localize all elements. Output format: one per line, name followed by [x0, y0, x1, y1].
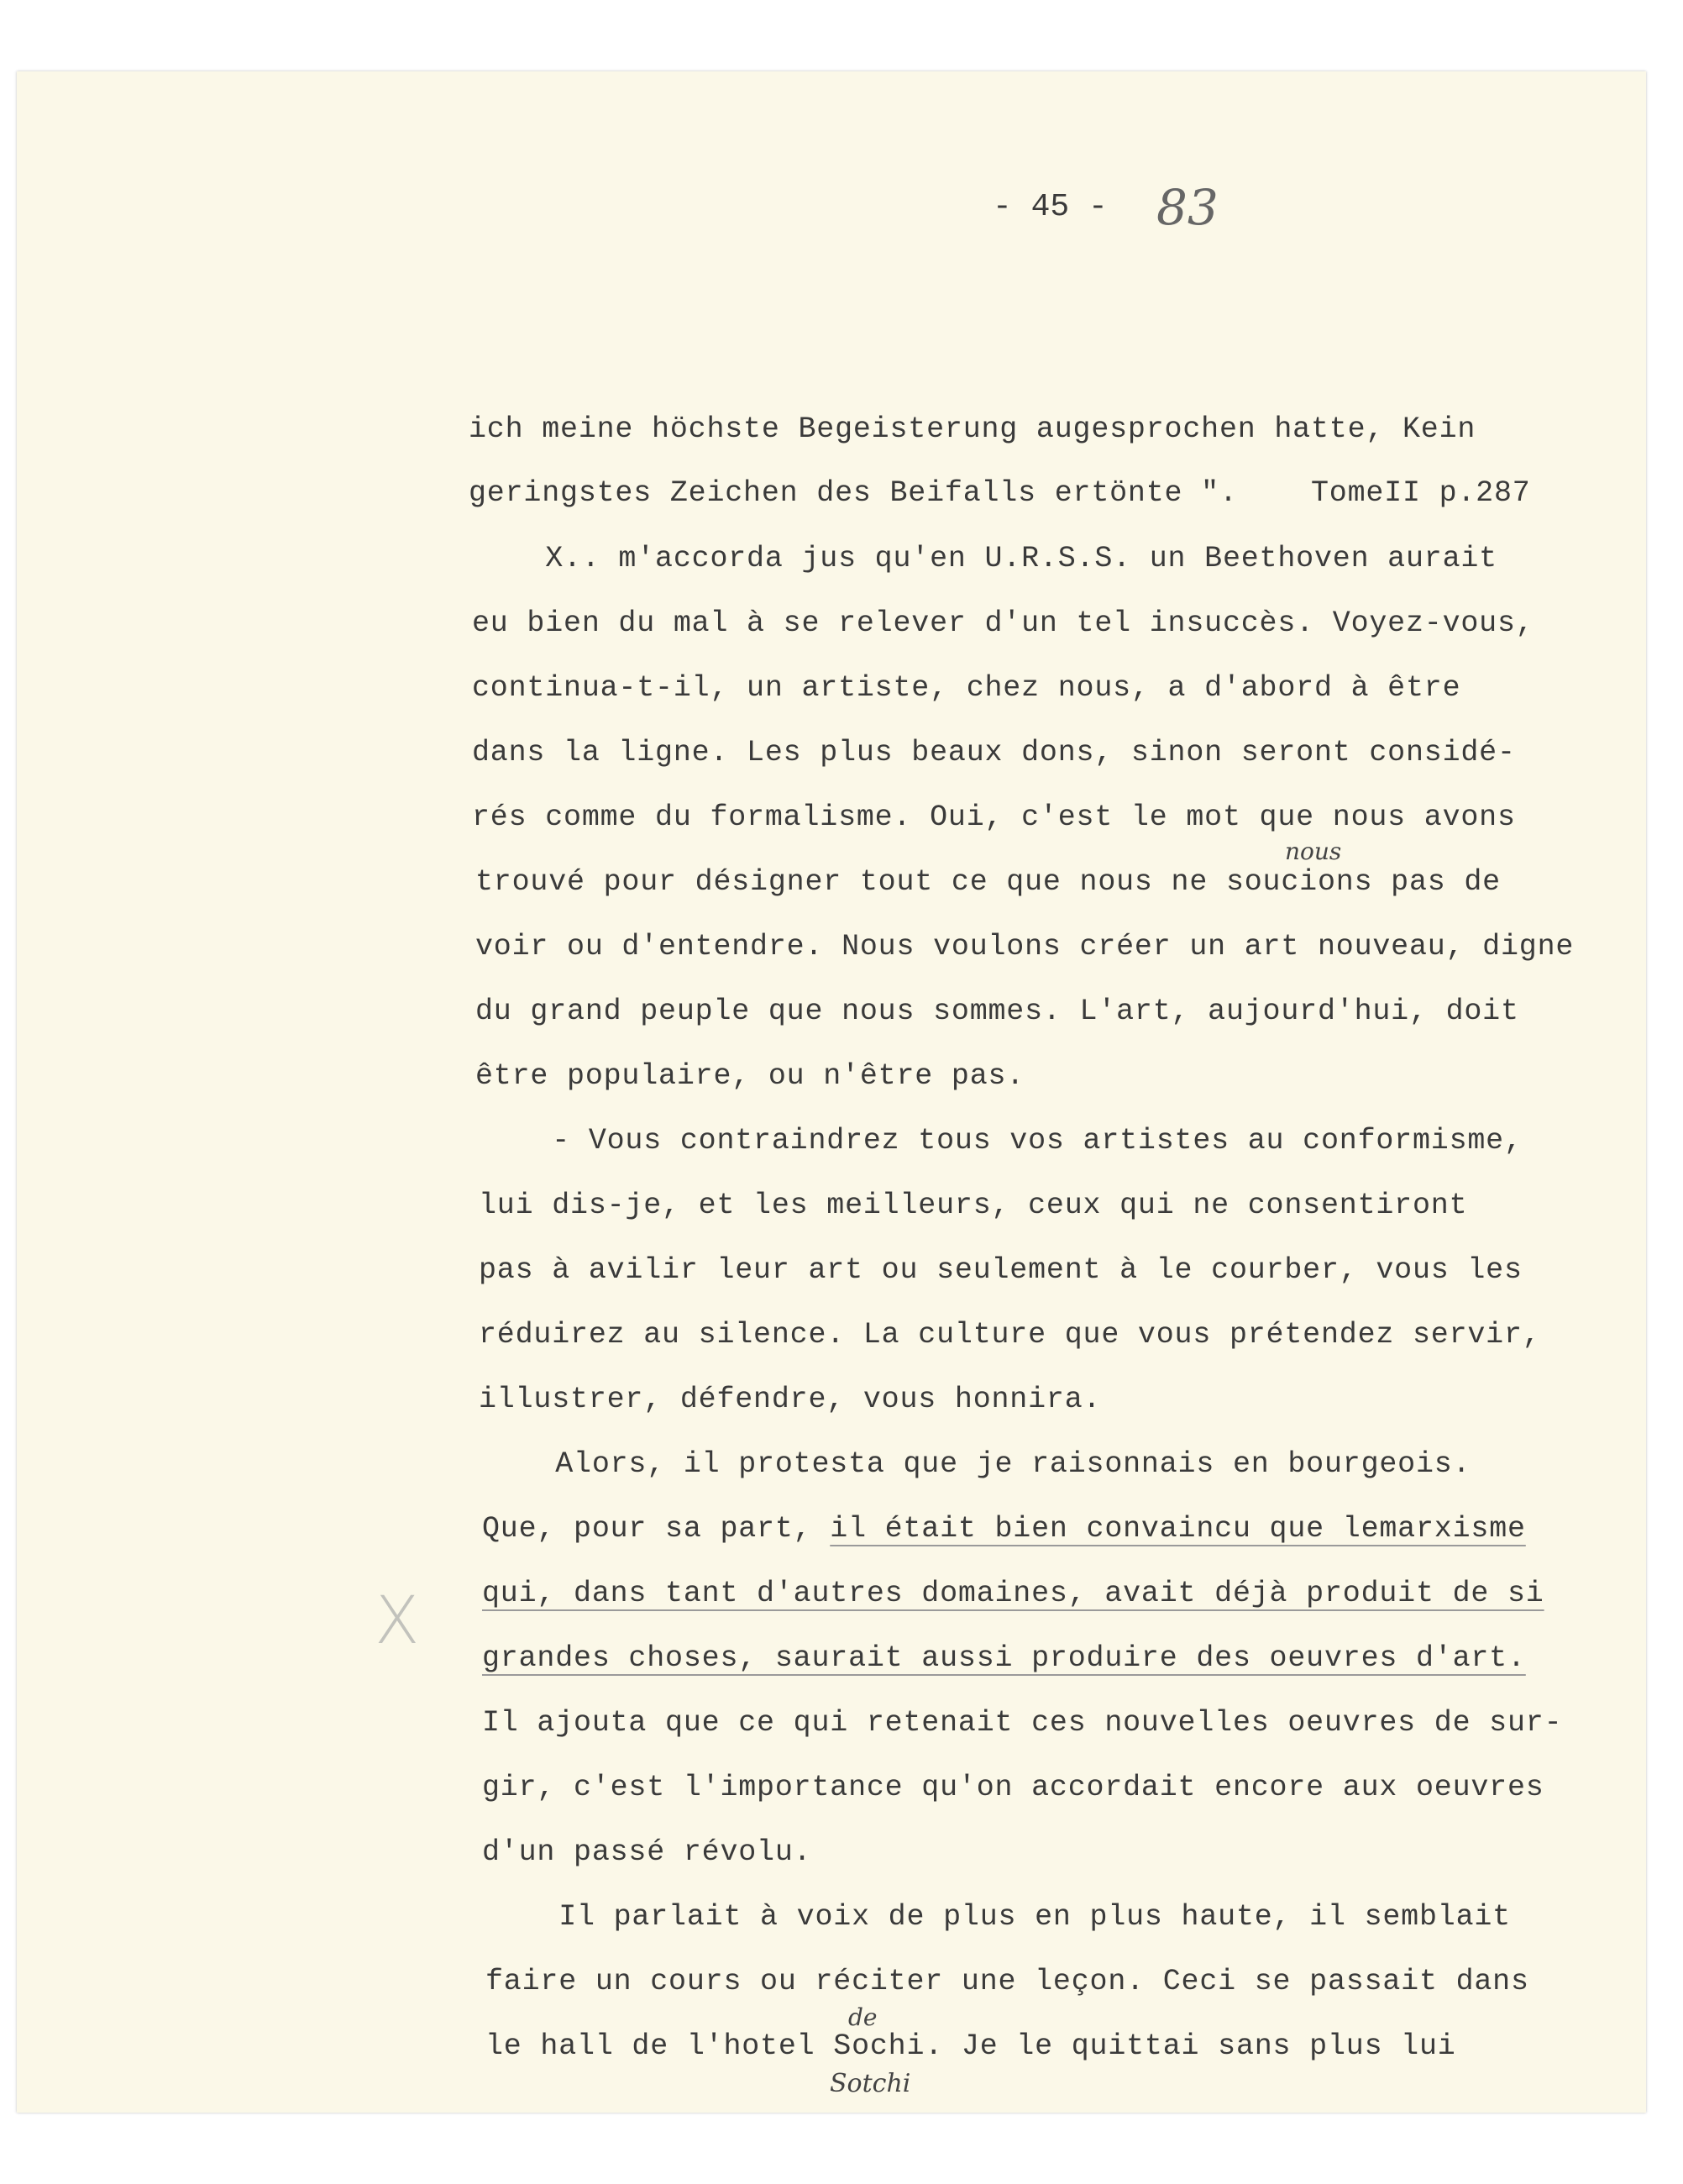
text-line-17: Alors, il protesta que je raisonnais en bourgeois. — [482, 1447, 1471, 1481]
text-line-4: eu bien du mal à se relever d'un tel insuccès. Voyez-vous, — [472, 606, 1534, 640]
document-page — [17, 71, 1646, 2113]
text-line-5: continua-t-il, un artiste, chez nous, a d'abord à être — [472, 671, 1461, 705]
text-line-14: pas à avilir leur art ou seulement à le courber, vous les — [479, 1253, 1523, 1287]
text-line-11: être populaire, ou n'être pas. — [475, 1059, 1025, 1093]
pencil-margin-mark: X — [375, 1583, 420, 1659]
text-line-26: le hall de l'hotel Sochi. Je le quittai sans plus lui — [485, 2029, 1456, 2063]
text-line-21: Il ajouta que ce qui retenait ces nouvelles oeuvres de sur- — [482, 1706, 1563, 1740]
text-line-13: lui dis-je, et les meilleurs, ceux qui ne consentiront — [479, 1189, 1468, 1222]
handwritten-page-number: 83 — [1156, 179, 1219, 236]
text-line-8: trouvé pour désigner tout ce que nous ne soucions pas de — [475, 865, 1501, 899]
handwritten-sotchi: Sotchi — [830, 2069, 911, 2098]
text-line-23: d'un passé révolu. — [482, 1835, 812, 1869]
text-line-9: voir ou d'entendre. Nous voulons créer un art nouveau, digne — [475, 930, 1575, 963]
text-line-7: rés comme du formalisme. Oui, c'est le mot que nous avons — [472, 801, 1516, 834]
text-line-10: du grand peuple que nous sommes. L'art, aujourd'hui, doit — [475, 995, 1519, 1028]
text-line-16: illustrer, défendre, vous honnira. — [479, 1383, 1102, 1416]
typed-page-number: - 45 - — [993, 189, 1108, 225]
text-line-24: Il parlait à voix de plus en plus haute, il semblait — [485, 1900, 1511, 1934]
text-line-1: ich meine höchste Begeisterung augesprochen hatte, Kein — [469, 412, 1476, 446]
text-line-20: grandes choses, saurait aussi produire des oeuvres d'art. — [482, 1641, 1526, 1675]
handwritten-insert-nous: nous — [1285, 837, 1342, 865]
text-line-18-start: Que, pour sa part, — [482, 1512, 831, 1546]
underlined-phrase: il était bien convaincu que lemarxisme — [830, 1512, 1526, 1546]
text-line-22: gir, c'est l'importance qu'on accordait encore aux oeuvres — [482, 1771, 1544, 1804]
text-line-2: geringstes Zeichen des Beifalls ertönte ". TomeII p.287 — [469, 476, 1531, 510]
text-line-3: X.. m'accorda jus qu'en U.R.S.S. un Beethoven aurait — [472, 542, 1497, 575]
text-line-25: faire un cours ou réciter une leçon. Ceci se passait dans — [485, 1965, 1529, 1998]
text-line-19: qui, dans tant d'autres domaines, avait déjà produit de si — [482, 1577, 1544, 1610]
text-line-18 — [482, 1512, 1526, 1546]
text-line-6: dans la ligne. Les plus beaux dons, sinon seront considé- — [472, 736, 1516, 769]
handwritten-de: de — [848, 2003, 878, 2031]
text-line-12: - Vous contraindrez tous vos artistes au conformisme, — [479, 1124, 1523, 1158]
text-line-15: réduirez au silence. La culture que vous prétendez servir, — [479, 1318, 1541, 1352]
